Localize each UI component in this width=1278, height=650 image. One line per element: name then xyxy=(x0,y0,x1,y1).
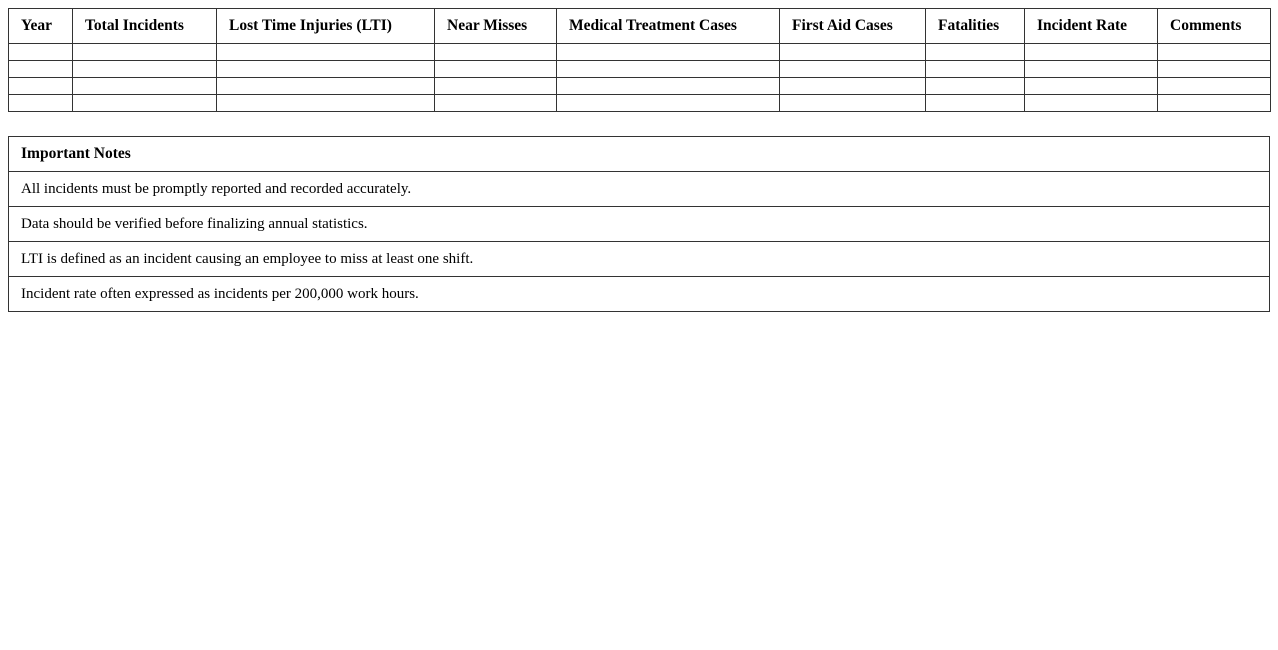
notes-header-row xyxy=(9,137,1270,172)
table-cell xyxy=(435,78,557,95)
table-cell xyxy=(926,61,1025,78)
table-cell xyxy=(557,78,780,95)
table-cell xyxy=(435,44,557,61)
note-text: Incident rate often expressed as incidents per 200,000 work hours. xyxy=(9,277,1270,312)
column-header-total-incidents: Total Incidents xyxy=(73,9,217,44)
table-row xyxy=(9,95,1271,112)
table-cell xyxy=(1158,44,1271,61)
table-cell xyxy=(1158,61,1271,78)
column-header-near-misses: Near Misses xyxy=(435,9,557,44)
table-cell xyxy=(435,61,557,78)
table-cell xyxy=(9,44,73,61)
table-cell xyxy=(780,61,926,78)
note-row xyxy=(9,172,1270,207)
table-cell xyxy=(435,95,557,112)
table-cell xyxy=(780,44,926,61)
table-cell xyxy=(780,95,926,112)
table-cell xyxy=(926,78,1025,95)
table-row xyxy=(9,44,1271,61)
important-notes-table xyxy=(8,136,1270,312)
table-row xyxy=(9,78,1271,95)
table-cell xyxy=(926,44,1025,61)
page-content xyxy=(8,8,1270,312)
table-cell xyxy=(780,78,926,95)
note-text: All incidents must be promptly reported and recorded accurately. xyxy=(9,172,1270,207)
table-cell xyxy=(1025,78,1158,95)
column-header-fatalities: Fatalities xyxy=(926,9,1025,44)
table-cell xyxy=(9,61,73,78)
column-header-comments: Comments xyxy=(1158,9,1271,44)
column-header-lost-time-injuries: Lost Time Injuries (LTI) xyxy=(217,9,435,44)
table-cell xyxy=(73,78,217,95)
table-cell xyxy=(1158,95,1271,112)
notes-title: Important Notes xyxy=(9,137,1270,172)
table-cell xyxy=(217,61,435,78)
table-row xyxy=(9,61,1271,78)
column-header-medical-treatment-cases: Medical Treatment Cases xyxy=(557,9,780,44)
note-row xyxy=(9,207,1270,242)
column-header-incident-rate: Incident Rate xyxy=(1025,9,1158,44)
table-cell xyxy=(1025,95,1158,112)
table-cell xyxy=(557,61,780,78)
table-cell xyxy=(217,78,435,95)
table-cell xyxy=(1025,44,1158,61)
table-cell xyxy=(9,95,73,112)
table-header-row xyxy=(9,9,1271,44)
table-cell xyxy=(557,44,780,61)
note-row xyxy=(9,277,1270,312)
note-text: LTI is defined as an incident causing an employee to miss at least one shift. xyxy=(9,242,1270,277)
incident-statistics-table xyxy=(8,8,1271,112)
table-cell xyxy=(73,95,217,112)
table-cell xyxy=(1025,61,1158,78)
table-cell xyxy=(73,44,217,61)
table-cell xyxy=(217,44,435,61)
column-header-year: Year xyxy=(9,9,73,44)
note-text: Data should be verified before finalizing annual statistics. xyxy=(9,207,1270,242)
column-header-first-aid-cases: First Aid Cases xyxy=(780,9,926,44)
table-cell xyxy=(1158,78,1271,95)
table-cell xyxy=(557,95,780,112)
table-cell xyxy=(9,78,73,95)
table-cell xyxy=(73,61,217,78)
table-cell xyxy=(217,95,435,112)
note-row xyxy=(9,242,1270,277)
table-cell xyxy=(926,95,1025,112)
